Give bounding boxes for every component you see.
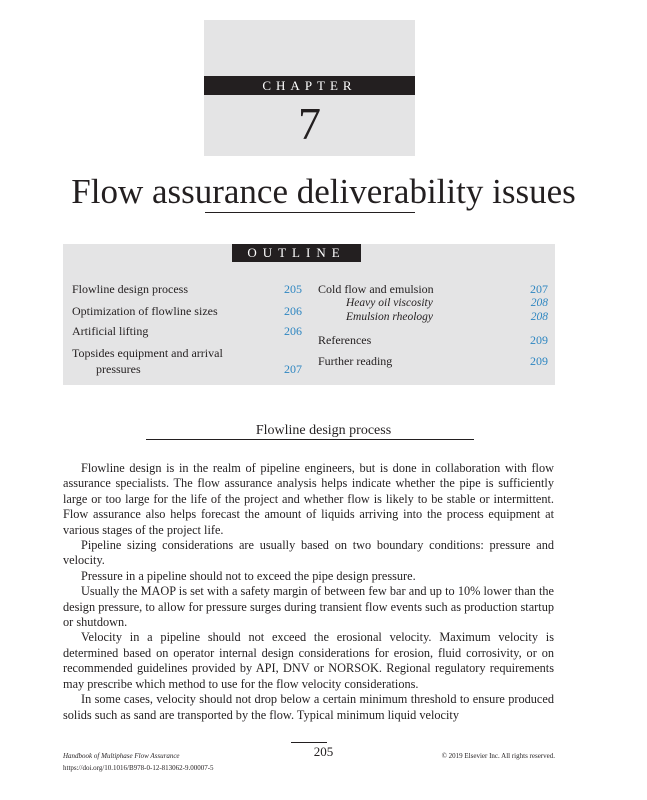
toc-entry-optimization[interactable] (72, 304, 302, 318)
copyright: © 2019 Elsevier Inc. All rights reserved. (441, 752, 555, 760)
folio-rule (291, 742, 327, 743)
toc-page-link[interactable]: 209 (530, 333, 548, 347)
paragraph: Velocity in a pipeline should not exceed the erosional velocity. Maximum velocity is determined based on operator internal design considerations for erosion, fluid corrosivity, or on recommended guidelines provided by API, DNV or NORSOK. Regional regulatory requirements may prescribe which method to use for the flow velocity considerations. (63, 630, 554, 691)
title-rule (205, 212, 415, 213)
section-rule (146, 439, 474, 440)
book-title: Handbook of Multiphase Flow Assurance (63, 752, 180, 760)
doi-link[interactable]: https://doi.org/10.1016/B978-0-12-813062-9.00007-5 (63, 764, 214, 772)
toc-entry-flowline-design[interactable] (72, 282, 302, 296)
toc-entry-references[interactable] (318, 333, 548, 347)
chapter-label: CHAPTER (204, 76, 415, 95)
toc-entry-label: Cold flow and emulsion (318, 282, 434, 296)
toc-page-link[interactable]: 206 (284, 324, 302, 338)
paragraph: Flowline design is in the realm of pipeline engineers, but is done in collaboration with flow assurance specialists. The flow assurance analysis helps indicate whether the pipe is sufficiently large or too large for the life of the project and whether flow is likely to be stable or intermittent. Flow assurance also helps forecast the amount of liquids arriving into the process equipment at various stages of the project life. (63, 461, 554, 537)
toc-page-link[interactable]: 205 (284, 282, 302, 296)
toc-entry-emulsion-rheology[interactable] (318, 310, 548, 324)
toc-entry-cold-flow[interactable] (318, 282, 548, 296)
toc-page-link[interactable]: 209 (530, 354, 548, 368)
toc-entry-heavy-oil[interactable] (318, 296, 548, 310)
toc-entry-label: References (318, 333, 372, 347)
toc-entry-label: Heavy oil viscosity (346, 297, 433, 309)
toc-entry-label: Topsides equipment and arrival (72, 346, 223, 360)
toc-entry-label: Optimization of flowline sizes (72, 304, 218, 318)
toc-page-link[interactable]: 208 (530, 311, 548, 323)
toc-entry-label: Emulsion rheology (346, 311, 433, 323)
section-heading: Flowline design process (255, 423, 392, 438)
toc-page-link[interactable]: 208 (530, 297, 548, 309)
paragraph: Pressure in a pipeline should not to exceed the pipe design pressure. (81, 568, 416, 583)
paragraph: In some cases, velocity should not drop below a certain minimum threshold to ensure produced solids such as sand are transported by the flow. Typical minimum liquid velocity (63, 692, 554, 722)
toc-entry-label-cont: pressures (96, 362, 141, 376)
chapter-title: Flow assurance deliverability issues (71, 172, 576, 211)
chapter-number: 7 (298, 98, 321, 149)
outline-label: OUTLINE (232, 244, 361, 262)
paragraph: Usually the MAOP is set with a safety margin of between few bar and up to 10% lower than the design pressure, to allow for pressure surges during transient flow events such as production startup or shutdown. (63, 584, 554, 630)
body-text (63, 461, 554, 723)
toc-page-link[interactable]: 207 (284, 362, 302, 376)
toc-entry-label: Flowline design process (72, 282, 188, 296)
toc-page-link[interactable]: 206 (284, 304, 302, 318)
toc-entry-further-reading[interactable] (318, 354, 548, 368)
toc-entry-label: Further reading (318, 354, 393, 368)
toc-entry-topsides[interactable] (72, 346, 302, 376)
toc-entry-artificial-lifting[interactable] (72, 324, 302, 338)
page-number: 205 (313, 744, 334, 759)
paragraph: Pipeline sizing considerations are usually based on two boundary conditions: pressure and velocity. (63, 538, 554, 568)
chapter-banner (204, 20, 415, 156)
toc-entry-label: Artificial lifting (72, 324, 149, 338)
toc-page-link[interactable]: 207 (530, 282, 548, 296)
